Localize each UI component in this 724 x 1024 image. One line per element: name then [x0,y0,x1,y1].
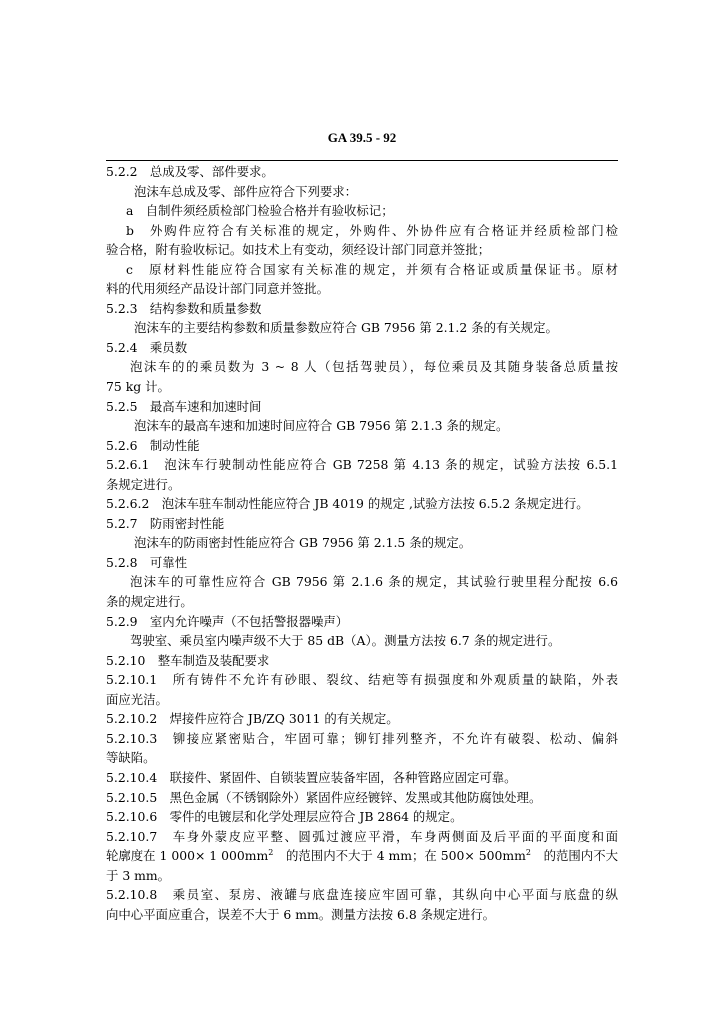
list-item: b 外购件应符合有关标准的规定，外购件、外协件应有合格证并经质检部门检 [126,222,618,238]
paragraph-line: 等缺陷。 [106,750,156,766]
paragraph-line: 面应光洁。 [106,691,168,707]
paragraph-line: 泡沫车的的乘员数为 3 ~ 8 人（包括驾驶员），每位乘员及其随身装备总质量按 [130,359,618,375]
section-heading: 5.2.8 可靠性 [106,554,188,570]
list-item: a 自制件须经质检部门检验合格并有验收标记； [126,203,394,219]
superscript: 2 [268,848,274,858]
section-heading: 5.2.7 防雨密封性能 [106,515,225,531]
superscript: 2 [525,848,531,858]
paragraph-line: 5.2.10.7 车身外蒙皮应平整、圆弧过渡应平滑，车身两侧面及后平面的平面度和面 [106,828,618,844]
section-heading: 5.2.4 乘员数 [106,339,188,355]
paragraph-line: 泡沫车的最高车速和加速时间应符合 GB 7956 第 2.1.3 条的规定。 [134,418,509,434]
paragraph-line: 驾驶室、乘员室内噪声级不大于 85 dB（A）。测量方法按 6.7 条的规定进行。 [130,633,561,649]
paragraph-line: 于 3 mm。 [106,867,171,883]
text-run [106,846,273,866]
paragraph-line [106,846,618,866]
paragraph-line: 泡沫车的主要结构参数和质量参数应符合 GB 7956 第 2.1.2 条的有关规定。 [134,320,558,336]
document-body [106,162,618,924]
paragraph-line: 5.2.6.2 泡沫车驻车制动性能应符合 JB 4019 的规定 ,试验方法按 6.5.2 条规定进行。 [106,496,589,512]
paragraph-line: 向中心平面应重合，误差不大于 6 mm。测量方法按 6.8 条规定进行。 [106,906,495,922]
text-run: 轮廓度在 1 000× 1 000mm [106,848,269,864]
paragraph-line: 料的代用须经产品设计部门同意并签批。 [106,281,330,297]
paragraph-line: 泡沫车的可靠性应符合 GB 7956 第 2.1.6 条的规定，其试验行驶里程分配按 6.6 [130,574,618,590]
text-run [286,846,531,866]
paragraph-line: 5.2.10.4 联接件、紧固件、自锁装置应装备牢固，各种管路应固定可靠。 [106,769,517,785]
paragraph-line: 验合格，附有验收标记。如技术上有变动，须经设计部门同意并签批； [106,242,491,258]
paragraph-line: 泡沫车总成及零、部件应符合下列要求： [134,183,358,199]
paragraph-line: 75 kg 计。 [106,379,170,395]
header-rule [106,160,618,161]
text-run: 的范围内不大 [543,848,618,864]
paragraph-line: 5.2.10.6 零件的电镀层和化学处理层应符合 JB 2864 的规定。 [106,809,463,825]
section-heading: 5.2.2 总成及零、部件要求。 [106,164,274,179]
paragraph-line: 泡沫车的防雨密封性能应符合 GB 7956 第 2.1.5 条的规定。 [134,535,472,551]
paragraph-line: 5.2.10.2 焊接件应符合 JB/ZQ 3011 的有关规定。 [106,711,399,727]
paragraph-line: 5.2.10.1 所有铸件不允许有砂眼、裂纹、结疤等有损强度和外观质量的缺陷，外表 [106,672,618,688]
document-header: GA 39.5 - 92 [327,130,397,145]
section-heading: 5.2.6 制动性能 [106,437,200,453]
text-run: 的范围内不大于 4 mm；在 500× 500mm [286,848,526,864]
list-item: c 原材料性能应符合国家有关标准的规定，并须有合格证或质量保证书。原材 [126,261,618,277]
paragraph-line: 5.2.10.8 乘员室、泵房、液罐与底盘连接应牢固可靠，其纵向中心平面与底盘的纵 [106,887,618,903]
paragraph-line: 5.2.10.5 黑色金属（不锈钢除外）紧固件应经镀锌、发黑或其他防腐蚀处理。 [106,789,542,805]
section-heading: 5.2.10 整车制造及装配要求 [106,652,270,668]
paragraph-line: 条的规定进行。 [106,594,193,610]
section-heading: 5.2.3 结构参数和质量参数 [106,300,262,316]
paragraph-line: 5.2.6.1 泡沫车行驶制动性能应符合 GB 7258 第 4.13 条的规定，试验方法按 6.5.1 [106,457,618,473]
section-heading: 5.2.5 最高车速和加速时间 [106,398,262,414]
paragraph-line: 条规定进行。 [106,476,181,492]
paragraph-line: 5.2.10.3 铆接应紧密贴合，牢固可靠；铆钉排列整齐，不允许有破裂、松动、偏斜 [106,730,618,746]
section-heading: 5.2.9 室内允许噪声（不包括警报器噪声） [106,613,349,629]
